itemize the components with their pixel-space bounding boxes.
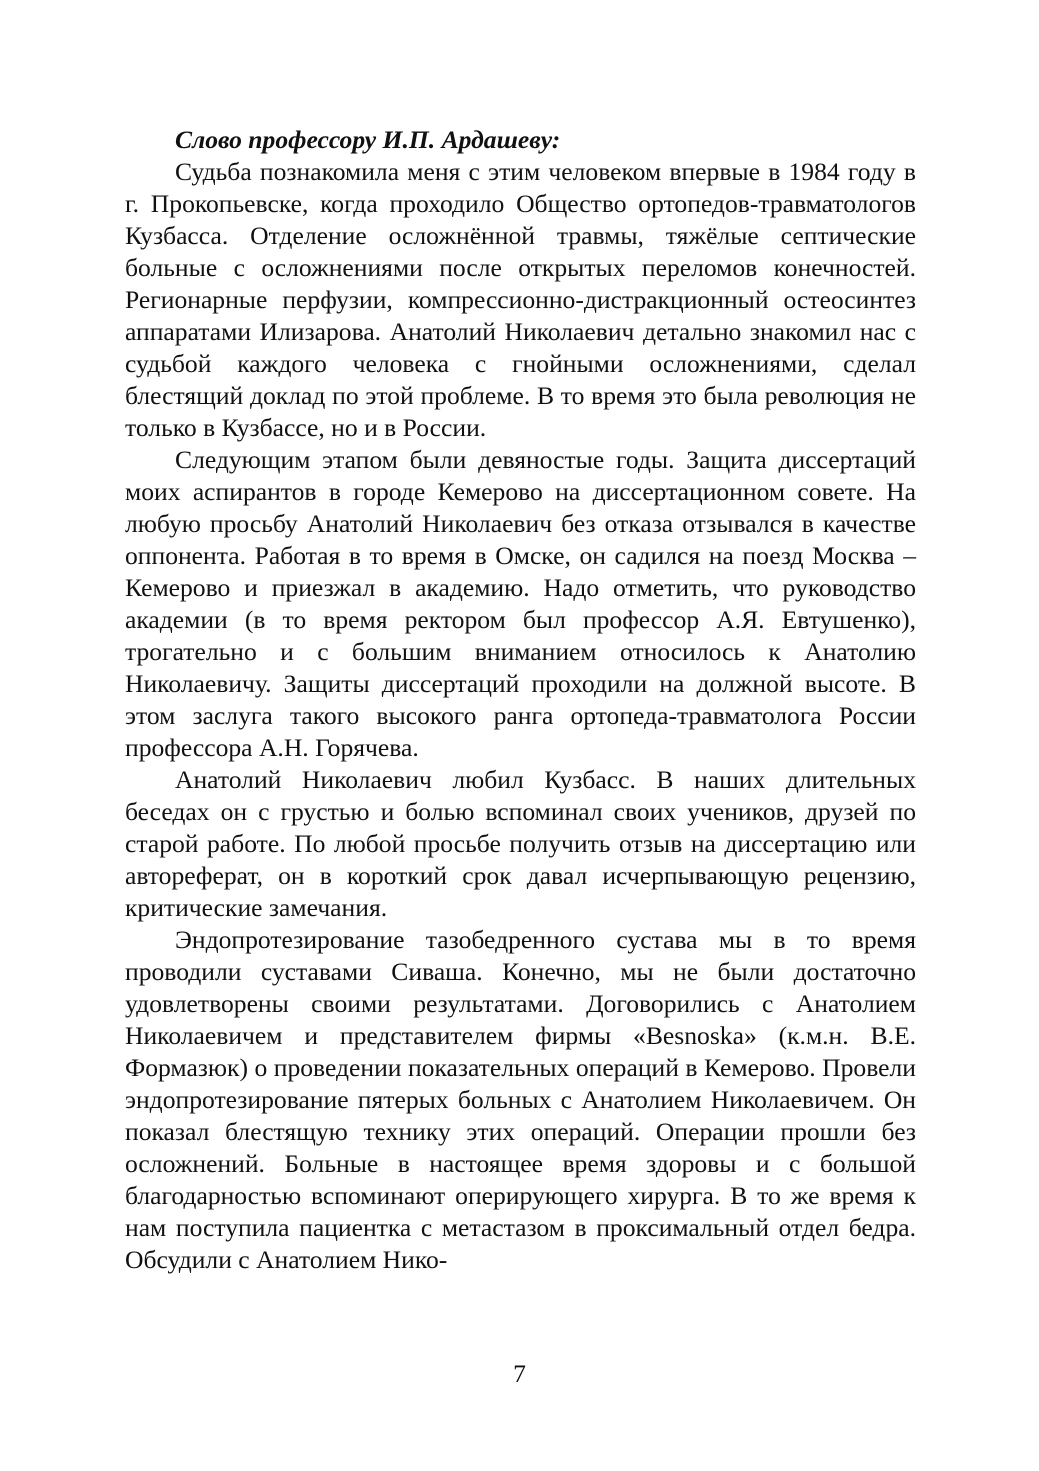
paragraph-3: Анатолий Николаевич любил Кузбасс. В наших длительных беседах он с грустью и болью вспоминал своих учеников, друзей по старой работе. По любой просьбе получить отзыв на диссертацию или автореферат, он в короткий срок давал исчерпывающую рецензию, критические замечания.: [125, 765, 916, 922]
paragraph-4: Эндопротезирование тазобедренного сустава мы в то время проводили суставами Сиваша. Конечно, мы не были достаточно удовлетворены своими результатами. Договорились с Анатолием Николаевичем и представителем фирмы «Besnoska» (к.м.н. В.Е. Формазюк) о проведении показательных операций в Кемерово. Провели эндопротезирование пятерых больных с Анатолием Николаевичем. Он показал блестящую технику этих операций. Операции прошли без осложнений. Больные в настоящее время здоровы и с большой благодарностью вспоминают оперирующего хирурга. В то же время к нам поступила пациентка с метастазом в проксимальный отдел бедра. Обсудили с Анатолием Нико-: [125, 925, 916, 1274]
paragraph-2: Следующим этапом были девяностые годы. Защита диссертаций моих аспирантов в городе Кемерово на диссертационном совете. На любую просьбу Анатолий Николаевич без отказа отзывался в качестве оппонента. Работая в то время в Омске, он садился на поезд Москва – Кемерово и приезжал в академию. Надо отметить, что руководство академии (в то время ректором был профессор А.Я. Евтушенко), трогательно и с большим вниманием относилось к Анатолию Николаевичу. Защиты диссертаций проходили на должной высоте. В этом заслуга такого высокого ранга ортопеда-травматолога России профессора А.Н. Горячева.: [125, 445, 916, 762]
body-text: [125, 124, 916, 1276]
section-heading: Слово профессору И.П. Ардашеву:: [175, 125, 561, 154]
page-number: 7: [513, 1359, 526, 1388]
paragraph-1: Судьба познакомила меня с этим человеком впервые в 1984 году в г. Прокопьевске, когда проходило Общество ортопедов-травматологов Кузбасса. Отделение осложнённой травмы, тяжёлые септические больные с осложнениями после открытых переломов конечностей. Регионарные перфузии, компрессионно-дистракционный остеосинтез аппаратами Илизарова. Анатолий Николаевич детально знакомил нас с судьбой каждого человека с гнойными осложнениями, сделал блестящий доклад по этой проблеме. В то время это была революция не только в Кузбассе, но и в России.: [125, 157, 916, 442]
